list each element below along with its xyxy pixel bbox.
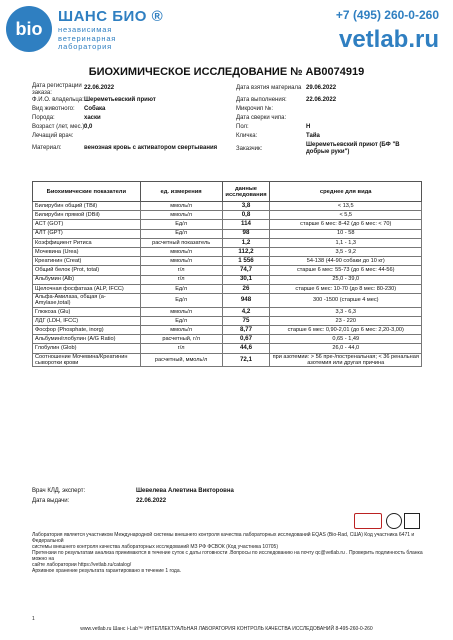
age: 0,0 (84, 124, 93, 130)
cell-reference: < 5,5 (270, 211, 422, 220)
cell-parameter: Глобулин (Glob) (33, 344, 141, 353)
cell-parameter: Билирубин общий (TBil) (33, 202, 141, 211)
cell-parameter: Соотношение Мочевина/Креатинин сыворотки крови (33, 353, 141, 367)
issue-date-label: Дата выдачи: (32, 498, 70, 504)
cell-reference: 3,3 - 6,3 (270, 307, 422, 316)
table-row (33, 247, 422, 256)
info-right: Дата взятия материала 29.06.2022 Дата выполнения: 22.06.2022 Микрочип №: Дата сверки чипа: Пол: Н Кличка: Тайа Заказчик: Шереметьевский приют (БФ "В добрые руки") (236, 83, 426, 158)
expert-name: Шевелева Алевтина Викторовна (136, 488, 234, 494)
brand-name: ШАНС БИО ® (58, 8, 164, 25)
cell-result: 30,1 (222, 275, 270, 284)
cell-reference: 300 -1500 (старше 4 мес) (270, 293, 422, 307)
cell-reference: старше 6 мес: 0,90-2,01 (до 6 мес: 2,20-3,00) (270, 326, 422, 335)
cell-result: 8,77 (222, 326, 270, 335)
cell-unit: Ед/л (140, 293, 222, 307)
table-row (33, 238, 422, 247)
cell-unit: ммоль/л (140, 307, 222, 316)
cell-unit: Ед/л (140, 229, 222, 238)
document-title: БИОХИМИЧЕСКОЕ ИССЛЕДОВАНИЕ № АВ0074919 (88, 66, 365, 78)
cell-reference: старше 6 мес: 8-42 (до 6 мес: < 70) (270, 220, 422, 229)
cell-reference: 26,0 - 44,0 (270, 344, 422, 353)
cell-parameter: Фосфор (Phosphate, inorg) (33, 326, 141, 335)
table-row (33, 284, 422, 293)
cell-parameter: Билирубин прямой (DBil) (33, 211, 141, 220)
site-url: vetlab.ru (338, 26, 439, 53)
page-number: 1 (32, 616, 35, 622)
certification-mark-icon (386, 513, 402, 529)
customer: Шереметьевский приют (БФ "В добрые руки") (306, 142, 400, 155)
cell-result: 26 (222, 284, 270, 293)
cell-unit: г/л (140, 266, 222, 275)
cell-result: 72,1 (222, 353, 270, 367)
nickname: Тайа (306, 133, 320, 139)
cell-result: 75 (222, 316, 270, 325)
table-row (33, 326, 422, 335)
cell-parameter: Глюкоза (Glu) (33, 307, 141, 316)
footer-bottom-line: www.vetlab.ru Шанс i-Lab™ ИНТЕЛЛЕКТУАЛЬНАЯ ЛАБОРАТОРИЯ КОНТРОЛЬ КАЧЕСТВА ИССЛЕДОВАНИЙ 8-495-260-0-260 (80, 626, 373, 632)
cell-parameter: Общий белок (Prot, total) (33, 266, 141, 275)
owner-name: Шереметьевский приют (84, 97, 156, 103)
table-row (33, 307, 422, 316)
expert-label: Врач КЛД, эксперт: (32, 488, 86, 494)
cell-unit: г/л (140, 275, 222, 284)
cell-parameter: Коэффициент Ритиса (33, 238, 141, 247)
breed: хаски (84, 115, 101, 121)
table-row (33, 275, 422, 284)
lab-logo (6, 6, 52, 52)
table-row (33, 344, 422, 353)
cell-result: 1,2 (222, 238, 270, 247)
species: Собака (84, 106, 106, 112)
table-row (33, 316, 422, 325)
cell-unit: ммоль/л (140, 326, 222, 335)
cell-parameter: Альбумин/глобулин (A/G Ratio) (33, 335, 141, 344)
table-row (33, 293, 422, 307)
cell-unit: расчетный, ммоль/л (140, 353, 222, 367)
cell-parameter: Креатинин (Creat) (33, 257, 141, 266)
cell-parameter: АЛТ (GPT) (33, 229, 141, 238)
taken-date: 29.06.2022 (306, 85, 337, 91)
cell-unit: ммоль/л (140, 211, 222, 220)
brand-subtitle: независимая ветеринарная лаборатория (58, 25, 117, 51)
cell-result: 4,2 (222, 307, 270, 316)
accreditation-stamp (354, 513, 382, 529)
cell-result: 3,8 (222, 202, 270, 211)
cell-unit: Ед/л (140, 316, 222, 325)
cell-parameter: Щелочная фосфатаза (ALP, IFCC) (33, 284, 141, 293)
cell-unit: расчетный показатель (140, 238, 222, 247)
results-table (32, 181, 422, 367)
info-left: Дата регистрации заказа: 22.06.2022 Ф.И.О. владельца: Шереметьевский приют Вид животного: Собака Порода: хаски Возраст (лет, мес.): 0,0 Лечащий врач: Материал: венозная кровь с активатором свертывания (32, 83, 232, 154)
cell-unit: Ед/л (140, 284, 222, 293)
logo-text: bio (15, 19, 43, 39)
cell-reference: 25,0 - 39,0 (270, 275, 422, 284)
cell-reference: 23 - 220 (270, 316, 422, 325)
cell-unit: Ед/л (140, 220, 222, 229)
table-row (33, 211, 422, 220)
cell-reference: 54-138 (44-90 собаки до 10 кг) (270, 257, 422, 266)
table-header (33, 182, 422, 202)
cell-parameter: Альбумин (Alb) (33, 275, 141, 284)
header-parameter: Биохимические показатели (33, 182, 141, 202)
cell-reference: 0,65 - 1,49 (270, 335, 422, 344)
footer-notes: Лаборатория является участником Международной системы внешнего контроля качества лабораторных исследований EQAS (Bio-Rad, США) Код участника 6471 и Федеральной системы внешнего контроля качества лабораторных исследований МЗ РФ ФСВОК (Код участника 10705) Претензии по результатам анализа принимаются в течение суток с даты готовности .Вопросы по исследованию на почту qc@vetlab.ru . Проверить подлинность бланка можно на сайте лаборатории https://vetlab.ru/catalog/ Архивное хранение результата гарантировано в течение 1 года. (32, 532, 423, 574)
cell-result: 114 (222, 220, 270, 229)
cell-reference: 3,5 - 9,2 (270, 247, 422, 256)
cell-unit: расчетный, г/л (140, 335, 222, 344)
cell-unit: ммоль/л (140, 202, 222, 211)
cell-result: 98 (222, 229, 270, 238)
cell-result: 112,2 (222, 247, 270, 256)
table-row (33, 220, 422, 229)
cell-unit: ммоль/л (140, 247, 222, 256)
table-row (33, 335, 422, 344)
header-reference: среднее для вида (270, 182, 422, 202)
cell-reference: 1,1 - 1,3 (270, 238, 422, 247)
material: венозная кровь с активатором свертывания (84, 145, 218, 151)
cell-parameter: АСТ (GOT) (33, 220, 141, 229)
cell-result: 0,67 (222, 335, 270, 344)
cell-result: 1 556 (222, 257, 270, 266)
cell-result: 0,8 (222, 211, 270, 220)
header-unit: ед. измерения (140, 182, 222, 202)
table-row (33, 266, 422, 275)
cell-result: 44,6 (222, 344, 270, 353)
cell-result: 74,7 (222, 266, 270, 275)
cell-reference: при азотемии: > 56 пре-/постренальная; < 36 ренальная азотемия или другая причина (270, 353, 422, 367)
done-date: 22.06.2022 (306, 97, 337, 103)
cell-reference: < 13,5 (270, 202, 422, 211)
header-result: данные исследования (222, 182, 270, 202)
cell-parameter: ЛДГ (LDH, IFCC) (33, 316, 141, 325)
cell-reference: старше 6 мес: 10-70 (до 8 мес: 80-230) (270, 284, 422, 293)
cell-unit: ммоль/л (140, 257, 222, 266)
cell-parameter: Альфа-Амилаза, общая (а-Amylase,total) (33, 293, 141, 307)
quality-mark-icon (404, 513, 420, 529)
cell-reference: старше 6 мес: 55-73 (до 6 мес: 44-56) (270, 266, 422, 275)
table-row (33, 229, 422, 238)
reg-date: 22.06.2022 (84, 85, 115, 91)
table-row (33, 257, 422, 266)
table-row (33, 202, 422, 211)
cell-parameter: Мочевина (Urea) (33, 247, 141, 256)
phone-number: +7 (495) 260-0-260 (335, 8, 439, 22)
cell-unit: г/л (140, 344, 222, 353)
sex: Н (306, 124, 311, 130)
cell-reference: 10 - 58 (270, 229, 422, 238)
cell-result: 948 (222, 293, 270, 307)
table-row (33, 353, 422, 367)
issue-date: 22.06.2022 (136, 498, 167, 504)
